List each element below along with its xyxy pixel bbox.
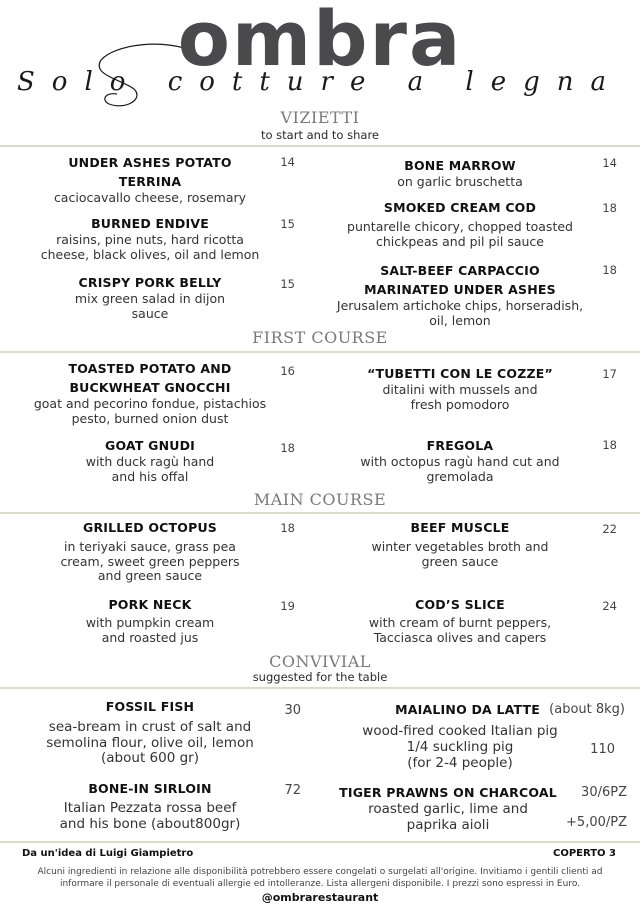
item-desc: and green sauce <box>97 568 203 583</box>
footer-credit: Da un'idea di Luigi Giampietro <box>22 848 194 859</box>
item-price: 18 <box>280 521 295 535</box>
item-desc: ditalini with mussels and <box>382 382 538 397</box>
item-desc: and his offal <box>111 468 189 484</box>
item-price: 72 <box>284 783 301 798</box>
item-desc: with pumpkin cream <box>85 615 215 630</box>
item-name: BEEF MUSCLE <box>410 520 510 535</box>
item-desc: pesto, burned onion dust <box>71 410 229 426</box>
section-subtitle-vizietti: to start and to share <box>260 128 379 142</box>
social-handle[interactable]: @ombrarestaurant <box>261 891 379 904</box>
item-price: 15 <box>280 277 295 291</box>
menu-item <box>320 261 600 328</box>
item-name: SMOKED CREAM COD <box>383 200 537 215</box>
item-desc: cream, sweet green peppers <box>60 553 240 569</box>
item-desc: chickpeas and pil pil sauce <box>375 233 544 249</box>
item-price: 15 <box>280 217 295 231</box>
menu-item <box>10 518 290 584</box>
item-desc: gremolada <box>426 468 494 484</box>
item-price: 30/6PZ <box>581 785 627 800</box>
item-desc: Jerusalem artichoke chips, horseradish, <box>336 298 584 313</box>
footer-coperto: COPERTO 3 <box>552 848 616 859</box>
item-desc: winter vegetables broth and <box>371 539 549 554</box>
item-price: 18 <box>602 263 617 277</box>
menu-item <box>10 359 290 426</box>
item-desc: oil, lemon <box>429 312 491 328</box>
item-name: PORK NECK <box>108 597 192 612</box>
item-desc: sea-bream in crust of salt and <box>48 719 252 735</box>
item-price: 19 <box>280 599 295 613</box>
item-name: BURNED ENDIVE <box>91 216 209 231</box>
section-title-first-course: FIRST COURSE <box>252 328 388 347</box>
item-name: BUCKWHEAT GNOCCHI <box>69 380 231 395</box>
item-price: 18 <box>280 441 295 455</box>
menu-item <box>320 198 600 249</box>
item-desc: raisins, pine nuts, hard ricotta <box>56 232 244 247</box>
item-price: 14 <box>280 155 295 169</box>
item-desc: cheese, black olives, oil and lemon <box>40 246 260 262</box>
item-name: MARINATED UNDER ASHES <box>364 282 556 297</box>
item-price: 16 <box>280 364 295 378</box>
item-desc: Tacciasca olives and capers <box>373 629 547 645</box>
item-name: GRILLED OCTOPUS <box>83 520 217 535</box>
item-name: UNDER ASHES POTATO <box>68 155 232 170</box>
item-desc: 1/4 suckling pig <box>406 739 514 755</box>
menu-item-desc-block <box>330 723 590 771</box>
tagline: Solo cotture a legna <box>17 67 623 97</box>
item-desc: with duck ragù hand <box>85 454 215 469</box>
item-desc: in teriyaki sauce, grass pea <box>64 539 236 554</box>
item-desc: roasted garlic, lime and <box>368 801 528 817</box>
logo-wordmark: ombra <box>177 0 463 83</box>
menu-item <box>10 779 290 832</box>
item-name: TIGER PRAWNS ON CHARCOAL <box>339 785 557 800</box>
item-desc: with cream of burnt peppers, <box>368 615 552 630</box>
menu-item <box>10 595 290 645</box>
item-desc: and his bone (about800gr) <box>59 815 241 832</box>
item-price-extra: +5,00/PZ <box>566 815 627 830</box>
item-name: BONE-IN SIRLOIN <box>88 781 212 796</box>
item-name: BONE MARROW <box>404 158 516 173</box>
disclaimer-line: informare il personale di eventuali allergie ed intolleranze. Lista allergeni disponibile. I prezzi sono espressi in Euro. <box>59 879 581 889</box>
divider <box>0 687 640 689</box>
item-price: 110 <box>590 742 615 757</box>
menu-item <box>320 364 600 412</box>
section-title-vizietti: VIZIETTI <box>280 108 360 127</box>
item-name: “TUBETTI CON LE COZZE” <box>367 366 553 381</box>
item-name: GOAT GNUDI <box>104 438 196 453</box>
item-desc: and roasted jus <box>101 629 199 645</box>
section-title-main-course: MAIN COURSE <box>253 490 387 509</box>
item-name: FOSSIL FISH <box>105 699 195 714</box>
menu-item <box>320 156 600 190</box>
item-price: 22 <box>602 522 617 536</box>
item-desc: mix green salad in dijon <box>74 291 226 306</box>
item-price: 18 <box>602 201 617 215</box>
item-desc: sauce <box>131 305 169 321</box>
item-desc: caciocavallo cheese, rosemary <box>53 190 247 205</box>
disclaimer-line: Alcuni ingredienti in relazione alle disponibilità potrebbero essere congelati o surgelati all'origine. Invitiamo i gentili clienti ad <box>37 867 603 877</box>
divider <box>0 512 640 514</box>
divider <box>0 145 640 147</box>
item-desc: Italian Pezzata rossa beef <box>63 800 237 816</box>
item-price: 30 <box>284 703 301 718</box>
item-desc: with octopus ragù hand cut and <box>360 454 560 469</box>
item-note: (about 8kg) <box>549 702 625 717</box>
menu-item <box>10 273 290 321</box>
item-name: COD’S SLICE <box>415 597 505 612</box>
item-desc: puntarelle chicory, chopped toasted <box>347 219 573 234</box>
section-title-convivial: CONVIVIAL <box>269 652 371 671</box>
menu-item <box>330 700 540 719</box>
item-name: SALT-BEEF CARPACCIO <box>380 263 540 278</box>
item-name: FREGOLA <box>426 438 494 453</box>
footer-disclaimer <box>10 866 630 890</box>
item-desc: on garlic bruschetta <box>397 174 523 189</box>
item-name: TERRINA <box>118 174 182 189</box>
menu-item <box>320 518 600 569</box>
menu-item <box>10 697 290 767</box>
item-price: 14 <box>602 156 617 170</box>
item-desc: semolina flour, olive oil, lemon <box>46 734 254 751</box>
menu-item <box>320 595 600 645</box>
item-price: 18 <box>602 438 617 452</box>
item-price: 17 <box>602 367 617 381</box>
item-desc: wood-fired cooked Italian pig <box>362 723 558 739</box>
menu-item <box>10 214 290 262</box>
item-price: 24 <box>602 599 617 613</box>
menu-item <box>328 783 568 833</box>
item-desc: (about 600 gr) <box>101 750 199 766</box>
header-logo <box>0 0 640 110</box>
item-name: CRISPY PORK BELLY <box>78 275 222 290</box>
item-name: MAIALINO DA LATTE <box>395 702 540 717</box>
menu-item <box>320 436 600 484</box>
section-subtitle-convivial: suggested for the table <box>252 670 388 684</box>
item-desc: (for 2-4 people) <box>407 755 513 771</box>
item-desc: goat and pecorino fondue, pistachios <box>33 396 267 411</box>
divider <box>0 351 640 353</box>
item-desc: paprika aioli <box>406 816 490 833</box>
menu-item <box>10 436 290 484</box>
item-desc: green sauce <box>421 553 499 569</box>
item-name: TOASTED POTATO AND <box>68 361 232 376</box>
item-desc: fresh pomodoro <box>410 396 510 412</box>
divider <box>0 841 640 843</box>
menu-item <box>10 153 290 206</box>
